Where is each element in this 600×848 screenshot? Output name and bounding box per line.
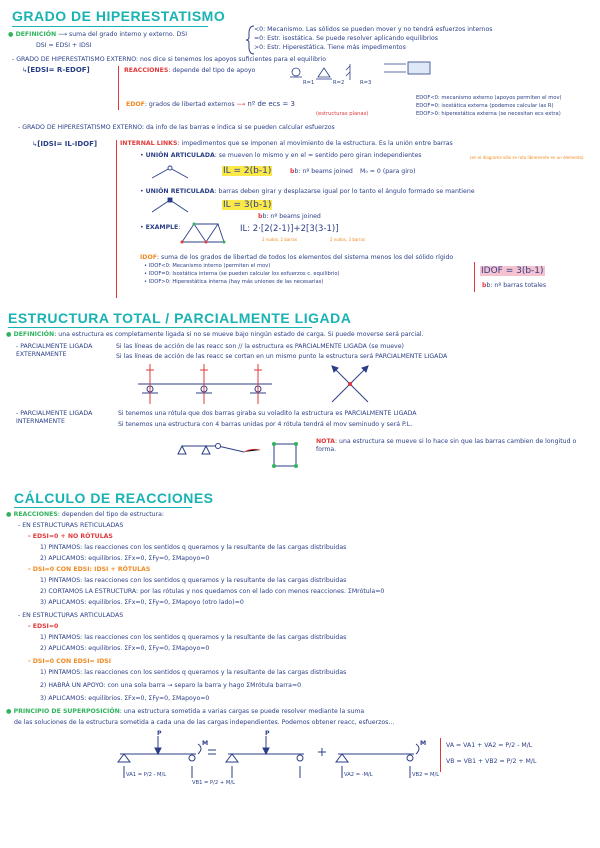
formula-il-ret: IL = 3(b-1): [223, 200, 272, 210]
union-ret-line: • UNIÓN RETICULADA: barras deben girar y desplazarse igual por lo tanto el ángulo formado se mantiene: [140, 188, 475, 195]
edof-case-2: EDOF>0: hiperestática externa (se necesitan ecs extra): [416, 111, 561, 117]
union-art-line: • UNIÓN ARTICULADA: se mueven lo mismo y en el = sentido pero giran independientes: [140, 152, 422, 159]
articulated-joint-diagram: [150, 158, 190, 182]
s3-c2-step-2: 3) APLICAMOS: equilibrios. ΣFx=0, ΣFy=0, ΣMapoyo (otro lado)=0: [40, 599, 244, 606]
union-art-text: : se mueven lo mismo y en el = sentido pero giran independientes: [214, 152, 422, 159]
example-label: • EXAMPLE:: [140, 224, 181, 231]
s3-c2-step-0: 1) PINTAMOS: las reacciones con los sentidos q queramos y la resultante de las cargas distribuidas: [40, 577, 347, 584]
idof-case-1: • IDOF=0: Isostática interna (se pueden calcular los esfuerzos c. equilibrio): [144, 271, 340, 277]
brace-icon: [246, 25, 256, 55]
formula-il-art: IL = 2(b-1): [223, 166, 272, 176]
title-underline-2: [8, 327, 312, 328]
def-arrow: ⟶: [58, 31, 70, 38]
edof-sub: (estructuras planas): [316, 111, 369, 117]
beam-va1-label: VA1 = P/2 - M/L: [126, 772, 167, 778]
support-label-1: R=2: [333, 80, 345, 86]
s3-c4-step-1: 2) HABRÁ UN APOYO: con una sola barra → separo la barra y hago ΣMrótula barra=0: [40, 682, 302, 689]
reacciones-text: : depende del tipo de apoyo: [168, 67, 256, 74]
int-line: - GRADO DE HIPERESTATISMO EXTERNO: da info de las barras e indica si se pueden calcular esfuerzos: [18, 124, 335, 131]
beam-p-label-2: P: [265, 730, 270, 737]
def-equation: DSI = EDSI + IDSI: [36, 42, 92, 49]
int-eq: ↳[IDSI= IL-IDOF]: [32, 140, 98, 148]
int-text: : da info de las barras e indica si se pueden calcular esfuerzos: [141, 124, 335, 131]
def-label: DEFINICIÓN: [15, 31, 57, 38]
idof-equation: IDOF = 3(b-1): [481, 266, 544, 276]
dsi-case-2: >0: Estr. Hiperestática. Tiene más impedimentos: [254, 44, 406, 51]
dsi-case-1: =0: Estr. isostática. Se puede resolver aplicando equilibrios: [254, 35, 439, 42]
def-line: [8, 31, 187, 39]
parallel-reactions-diagram: [136, 362, 276, 406]
red-bracket: [118, 66, 119, 110]
s3-art-title: - EN ESTRUCTURAS ARTICULADAS: [18, 612, 124, 619]
example-note-2: 2 nudos, 3 barras: [330, 237, 366, 242]
s3-sup-line2: de las soluciones de la estructura sometida a cada una de las cargas independientes. Podemos obtener reacc, esfuerzos...: [14, 719, 395, 726]
reacciones-label: REACCIONES: [124, 67, 169, 74]
idof-case-2: • IDOF>0: Hiperestática interna (hay más uniones de las necesarias): [144, 279, 324, 285]
beam-vb1-label: VB1 = P/2 + M/L: [192, 780, 235, 786]
s3-c1-step-0: 1) PINTAMOS: las reacciones con los sentidos q queramos y la resultante de las cargas distribuidas: [40, 544, 347, 551]
beam-m-label-3: M: [420, 740, 427, 747]
s2-int-label: - PARCIALMENTE LIGADA INTERNAMENTE: [16, 410, 93, 425]
edof-arrow: nº de ecs = 3: [247, 100, 295, 108]
idof-b: bb: nº barras totales: [482, 282, 547, 289]
formula-il-art-b: bb: nº beams joined: [290, 168, 353, 175]
s2-ext-label: - PARCIALMENTE LIGADA EXTERNAMENTE: [16, 343, 93, 358]
idof-label: IDOF: [140, 254, 157, 261]
section-title-ligada: ESTRUCTURA TOTAL / PARCIALMENTE LIGADA: [8, 310, 352, 326]
s3-c1-title: - EDSI=0 + NO RÓTULAS: [28, 533, 113, 540]
section-title-reacciones: CÁLCULO DE REACCIONES: [14, 490, 214, 506]
union-art-label: UNIÓN ARTICULADA: [145, 152, 215, 159]
s3-c4-step-0: 1) PINTAMOS: las reacciones con los sentidos q queramos y la resultante de las cargas distribuidas: [40, 669, 347, 676]
section-title-hiperestatismo: GRADO DE HIPERESTATISMO: [12, 8, 226, 24]
union-ret-text: : barras deben girar y desplazarse igual por lo tanto el ángulo formado se mantiene: [214, 188, 475, 195]
support-label-2: R=3: [360, 80, 372, 86]
s2-nota: NOTA: una estructura se mueve si lo hace sin que las barras cambien de longitud o forma.: [316, 438, 577, 453]
s3-c2-title: - DSI=0 CON EDSI: IDSI + RÓTULAS: [28, 566, 151, 573]
s2-int-line2: Si tenemos una estructura con 4 barras unidas por 4 rótula tendrá el mov seminudo y será P.L.: [118, 421, 413, 428]
idof-text: : suma de los grados de libertad de todos los elementos del sistema menos los del sólido rígido: [156, 254, 454, 261]
il-text: : impedimentos que se imponen al movimiento de la estructura. Es la unión entre barras: [177, 140, 453, 147]
edof-label: EDOF: [126, 101, 145, 108]
four-bar-mechanism-diagram: [270, 440, 300, 470]
ext-eq: ↳[EDSI= R-EDOF]: [22, 66, 90, 74]
beam-va2-label: VA2 = -M/L: [344, 772, 373, 778]
title-underline: [12, 26, 208, 27]
edof-case-1: EDOF=0: isostática externa (podemos calcular las R): [416, 103, 554, 109]
s2-ext-line2: Si las líneas de acción de las reacc se cortan en un mismo punto la estructura será PARCIALMENTE LIGADA: [116, 353, 448, 360]
example-note-1: 2 nudos, 2 barras: [262, 237, 298, 242]
title-underline-3: [14, 507, 192, 508]
s3-c4-title: - DSI=0 CON EDSI= IDSI: [28, 658, 112, 665]
bullet-dot: ●: [8, 31, 16, 38]
beam-m-label-1: M: [202, 740, 209, 747]
idof-line: [140, 254, 453, 262]
s3-c4-step-2: 3) APLICAMOS: equilibrios. ΣFx=0, ΣFy=0, ΣMapoyo=0: [40, 695, 210, 702]
crossing-reactions-diagram: [328, 362, 372, 406]
example-truss-diagram: [180, 220, 226, 246]
s3-c3-step-0: 1) PINTAMOS: las reacciones con los sentidos q queramos y la resultante de las cargas distribuidas: [40, 634, 347, 641]
union-art-note: (en el diagrama sólo se rota libremente en un elemento): [470, 155, 584, 160]
ext-text: : nos dice si tenemos los apoyos suficientes para el equilibrio: [135, 56, 327, 63]
red-bracket-2: [116, 140, 117, 298]
idof-case-0: • IDOF<0: Mecanismo interno (permiten el mov): [144, 263, 271, 269]
result-vb: VB = VB1 + VB2 = P/2 + M/L: [446, 758, 537, 765]
rigid-joint-diagram: [150, 194, 190, 216]
supports-diagram: [288, 58, 468, 94]
edof-case-0: EDOF<0: mecanismo externo (apoyos permiten el mov): [416, 95, 562, 101]
formula-il-ret-b: bb: nº beams joined: [258, 213, 321, 220]
ext-line: - GRADO DE HIPERESTATISMO EXTERNO: nos dice si tenemos los apoyos suficientes para el equilibrio: [12, 56, 327, 63]
int-title: GRADO DE HIPERESTATISMO EXTERNO: [22, 124, 142, 131]
s3-c1-step-1: 2) APLICAMOS: equilibrios. ΣFx=0, ΣFy=0, ΣMapoyo=0: [40, 555, 210, 562]
s3-c3-title: - EDSI=0: [28, 623, 59, 630]
edof-line: EDOF: grados de libertad externos ⟶ nº de ecs = 3: [126, 100, 295, 108]
ext-title: GRADO DE HIPERESTATISMO EXTERNO: [16, 56, 136, 63]
beam-vb2-label: VB2 = M/L: [412, 772, 440, 778]
result-va: VA = VA1 + VA2 = P/2 - M/L: [446, 742, 533, 749]
beam-p-label-1: P: [157, 730, 162, 737]
s3-sup-line: ● PRINCIPIO DE SUPERPOSICIÓN: una estructura sometida a varias cargas se puede resolver mediante la suma: [6, 708, 365, 715]
result-bracket: [440, 738, 441, 772]
support-label-0: R=1: [303, 80, 315, 86]
example-equation: IL: 2·[2(2-1)]+2[3(3-1)]: [240, 224, 339, 234]
s3-reac-line: ● REACCIONES: dependen del tipo de estructura:: [6, 511, 164, 518]
reacciones-line: [124, 67, 255, 75]
s3-c2-step-1: 2) CORTAMOS LA ESTRUCTURA: por las rótulas y nos quedamos con el lado con menos reacciones. ΣMrótula=0: [40, 588, 385, 595]
union-ret-label: UNIÓN RETICULADA: [145, 188, 215, 195]
il-line: [120, 140, 453, 148]
edof-text: : grados de libertad externos: [144, 101, 235, 108]
hinged-beam-diagram: [178, 432, 268, 466]
s2-def-line: ● DEFINICIÓN: una estructura es completamente ligada si no se mueve bajo ningún estado de carga. Si puede moverse será parcial.: [6, 331, 424, 338]
formula-il-art-m: M₀ = 0 (para giro): [360, 168, 416, 175]
il-label: INTERNAL LINKS: [120, 140, 178, 147]
s3-c3-step-1: 2) APLICAMOS: equilibrios. ΣFx=0, ΣFy=0, ΣMapoyo=0: [40, 645, 210, 652]
dsi-case-0: <0: Mecanismo. Las sólidos se pueden mover y no tendrá esfuerzos internos: [254, 26, 493, 33]
idof-bracket: [474, 262, 475, 292]
s2-ext-line1: Si las líneas de acción de las reacc son // la estructura es PARCIALMENTE LIGADA (se mueve): [116, 343, 404, 350]
s2-int-line1: Si tenemos una rótula que dos barras giraba su voladito la estructura es PARCIALMENTE LIGADA: [118, 410, 417, 417]
s3-ret-title: - EN ESTRUCTURAS RETICULADAS: [18, 522, 124, 529]
def-text: suma del grado interno y externo. DSI: [69, 31, 188, 38]
